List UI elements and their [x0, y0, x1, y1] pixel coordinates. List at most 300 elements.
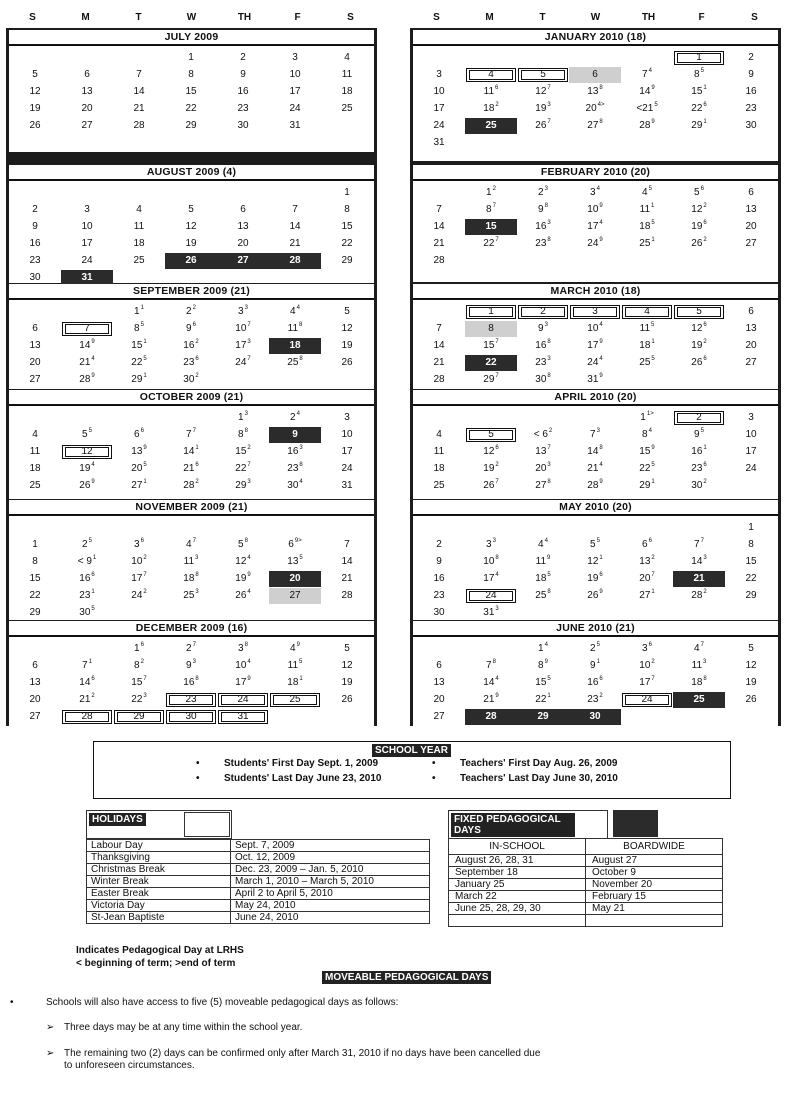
day-number: 17 — [289, 86, 301, 97]
day-number: 19 — [745, 677, 757, 688]
calendar-day — [413, 253, 465, 269]
day-number: 9 — [436, 556, 442, 567]
day-number: 4 — [538, 539, 544, 550]
school-day-count: 2 — [195, 478, 199, 485]
day-number: 12 — [341, 660, 353, 671]
calendar-day — [465, 427, 517, 443]
calendar-day — [725, 202, 777, 218]
school-day-count: 1 — [195, 444, 199, 451]
day-number: 28 — [433, 374, 445, 385]
day-number: 12 — [587, 556, 599, 567]
day-number: 22 — [483, 238, 495, 249]
day-number: 27 — [81, 120, 93, 131]
school-day-count: 2 — [703, 588, 707, 595]
day-number: 27 — [745, 357, 757, 368]
school-day-count: 3 — [244, 304, 248, 311]
school-day-count: 5 — [700, 67, 704, 74]
day-number: 13 — [535, 446, 547, 457]
calendar-day — [113, 444, 165, 460]
day-number: 5 — [32, 69, 38, 80]
calendar-day — [61, 67, 113, 83]
day-number: 20 — [585, 103, 597, 114]
calendar-day — [413, 427, 465, 443]
calendar-day — [321, 185, 373, 201]
day-number: 22 — [639, 463, 651, 474]
day-number: 19 — [535, 103, 547, 114]
calendar-day — [321, 461, 373, 477]
school-day-count: 5 — [651, 461, 655, 468]
calendar-day — [321, 410, 373, 426]
month-block — [9, 30, 374, 152]
holidays-header — [86, 810, 232, 839]
calendar-day — [113, 372, 165, 388]
day-number: 6 — [592, 69, 598, 80]
calendar-day — [725, 461, 777, 477]
day-number: 18 — [433, 463, 445, 474]
calendar-day — [217, 410, 269, 426]
calendar-day — [321, 304, 373, 320]
school-year-box — [93, 741, 731, 799]
day-number: 28 — [691, 590, 703, 601]
calendar-day — [269, 338, 321, 354]
calendar-day — [165, 444, 217, 460]
calendar-day — [217, 304, 269, 320]
school-day-count: 5 — [299, 554, 303, 561]
calendar-day — [725, 50, 777, 66]
month-block — [413, 390, 778, 499]
day-number: 28 — [183, 480, 195, 491]
school-day-count: 1 — [651, 236, 655, 243]
day-number: 27 — [289, 590, 301, 601]
school-day-count: 7 — [547, 118, 551, 125]
day-number: 25 — [485, 120, 497, 131]
day-number: 7 — [344, 539, 350, 550]
calendar-day — [725, 67, 777, 83]
calendar-day — [621, 202, 673, 218]
school-day-count: 1 — [88, 658, 92, 665]
calendar-day — [321, 253, 373, 269]
calendar-day — [61, 219, 113, 235]
calendar-day — [61, 554, 113, 570]
school-day-count: 1 — [651, 588, 655, 595]
calendar-day — [517, 709, 569, 725]
school-day-count: 3 — [247, 338, 251, 345]
school-day-count: 3 — [195, 588, 199, 595]
calendar-day — [413, 537, 465, 553]
calendar-day — [113, 202, 165, 218]
calendar-day — [269, 101, 321, 117]
day-number: 4 — [644, 306, 650, 317]
day-number: 24 — [745, 463, 757, 474]
bullet: • — [10, 997, 14, 1008]
legend-note-pedagogical: Indicates Pedagogical Day at LRHS — [76, 945, 244, 956]
calendar-day — [113, 478, 165, 494]
holiday-name: Thanksgiving — [87, 852, 231, 864]
day-number: 15 — [639, 446, 651, 457]
day-number: 23 — [29, 255, 41, 266]
school-day-count: 9 — [651, 84, 655, 91]
calendar-day — [321, 478, 373, 494]
school-day-count: 6 — [495, 84, 499, 91]
day-number: 24 — [587, 357, 599, 368]
boardwide-date: August 27 — [586, 855, 723, 867]
calendar-day — [673, 571, 725, 587]
day-number: 6 — [436, 660, 442, 671]
calendar-day — [321, 321, 373, 337]
calendar-day — [269, 478, 321, 494]
calendar-day — [165, 461, 217, 477]
day-header: W — [590, 11, 601, 23]
calendar-day — [465, 84, 517, 100]
day-number: 6 — [32, 660, 38, 671]
holiday-row — [87, 888, 430, 900]
day-header: S — [347, 11, 354, 23]
calendar-day — [9, 427, 61, 443]
calendar-day — [621, 67, 673, 83]
calendar-day — [413, 709, 465, 725]
day-number: 30 — [237, 120, 249, 131]
school-day-count: 7 — [495, 236, 499, 243]
calendar-day — [165, 84, 217, 100]
school-day-count: 7 — [700, 537, 704, 544]
calendar-day — [517, 692, 569, 708]
day-number: 22 — [131, 357, 143, 368]
school-day-count: 6 — [599, 675, 603, 682]
school-day-count: 3 — [195, 554, 199, 561]
day-number: 30 — [745, 120, 757, 131]
calendar-day — [517, 84, 569, 100]
school-day-count: 3 — [244, 410, 248, 417]
calendar-day — [725, 304, 777, 320]
calendar-day — [725, 444, 777, 460]
day-header: M — [81, 11, 90, 23]
calendar-day — [673, 101, 725, 117]
calendar-day — [9, 67, 61, 83]
calendar-day — [321, 444, 373, 460]
calendar-day — [465, 692, 517, 708]
school-day-count: 2 — [703, 202, 707, 209]
school-day-count: 2 — [195, 372, 199, 379]
day-number: 7 — [292, 204, 298, 215]
calendar-day — [321, 355, 373, 371]
calendar-day — [673, 554, 725, 570]
calendar-day — [673, 588, 725, 604]
calendar-day — [413, 202, 465, 218]
calendar-day — [113, 118, 165, 134]
day-number: 18 — [133, 238, 145, 249]
day-number: 9 — [32, 221, 38, 232]
calendar-day — [465, 202, 517, 218]
calendar-day — [725, 338, 777, 354]
calendar-day — [113, 338, 165, 354]
calendar-day — [113, 461, 165, 477]
calendar-day — [569, 709, 621, 725]
calendar-day — [517, 537, 569, 553]
school-day-count: 2 — [703, 478, 707, 485]
calendar-day — [61, 101, 113, 117]
calendar-day — [9, 478, 61, 494]
day-number: 29 — [483, 374, 495, 385]
calendar-day — [61, 692, 113, 708]
fixed-col-header: BOARDWIDE — [586, 839, 723, 855]
calendar-day — [113, 571, 165, 587]
day-number: < 9 — [77, 556, 92, 567]
school-day-count: 3 — [547, 461, 551, 468]
calendar-day — [61, 461, 113, 477]
calendar-day — [217, 338, 269, 354]
day-number: 24 — [433, 120, 445, 131]
school-day-count: 6 — [599, 571, 603, 578]
day-number: 8 — [188, 69, 194, 80]
calendar-day — [113, 658, 165, 674]
calendar-day — [217, 554, 269, 570]
school-day-count: 9 — [143, 444, 147, 451]
school-day-count: 3 — [703, 658, 707, 665]
calendar-day — [9, 101, 61, 117]
day-number: 24 — [81, 255, 93, 266]
day-number: 21 — [79, 694, 91, 705]
school-day-count: 4 — [247, 554, 251, 561]
calendar-day — [621, 571, 673, 587]
day-number: 31 — [483, 607, 495, 618]
day-number: 14 — [587, 446, 599, 457]
calendar-day — [569, 571, 621, 587]
month-block — [413, 165, 778, 282]
calendar-day — [9, 253, 61, 269]
left-calendar-column — [6, 6, 377, 726]
calendar-day — [113, 709, 165, 725]
calendar-day — [621, 101, 673, 117]
calendar-day — [61, 253, 113, 269]
day-number: 10 — [745, 429, 757, 440]
calendar-day — [725, 185, 777, 201]
school-day-count: 2 — [703, 236, 707, 243]
day-number: 15 — [745, 556, 757, 567]
school-day-count: 8 — [547, 372, 551, 379]
school-day-count: 2 — [91, 692, 95, 699]
day-number: 4 — [436, 429, 442, 440]
calendar-day — [61, 675, 113, 691]
day-number: 27 — [29, 374, 41, 385]
school-day-count: 8 — [599, 118, 603, 125]
day-number: 5 — [238, 539, 244, 550]
calendar-day — [217, 641, 269, 657]
calendar-day — [9, 554, 61, 570]
calendar-day — [217, 709, 269, 725]
day-number: 11 — [29, 446, 41, 457]
school-day-count: 9 — [599, 236, 603, 243]
calendar-day — [413, 338, 465, 354]
day-number: 8 — [486, 204, 492, 215]
day-header: TH — [237, 11, 252, 23]
day-number: 27 — [433, 711, 445, 722]
calendar-day — [725, 84, 777, 100]
calendar-day — [569, 118, 621, 134]
day-number: 14 — [183, 446, 195, 457]
calendar-day — [673, 461, 725, 477]
calendar-day — [321, 571, 373, 587]
calendar-day — [569, 444, 621, 460]
school-day-count: 3 — [495, 605, 499, 612]
calendar-day — [725, 537, 777, 553]
day-number: 6 — [288, 539, 294, 550]
day-number: 25 — [183, 590, 195, 601]
day-number: 30 — [185, 711, 197, 722]
calendar-day — [517, 355, 569, 371]
school-day-count: 5 — [651, 219, 655, 226]
school-day-count: 8 — [547, 478, 551, 485]
calendar-day — [321, 675, 373, 691]
calendar-day — [725, 101, 777, 117]
day-number: 10 — [81, 221, 93, 232]
holiday-name: Victoria Day — [87, 900, 231, 912]
calendar-day — [269, 692, 321, 708]
calendar-day — [569, 692, 621, 708]
school-day-count: 3 — [299, 444, 303, 451]
calendar-day — [673, 675, 725, 691]
school-day-count: 1 — [651, 202, 655, 209]
calendar-day — [673, 50, 725, 66]
calendar-day — [165, 709, 217, 725]
day-number: 3 — [238, 306, 244, 317]
calendar-day — [569, 67, 621, 83]
school-day-count: 2 — [495, 461, 499, 468]
day-number: 18 — [535, 573, 547, 584]
calendar-day — [113, 236, 165, 252]
school-day-count: 4 — [544, 537, 548, 544]
school-day-count: 7 — [495, 338, 499, 345]
calendar-day — [321, 588, 373, 604]
calendar-day — [9, 219, 61, 235]
calendar-day — [621, 692, 673, 708]
day-number: 16 — [691, 446, 703, 457]
school-day-count: 2 — [651, 658, 655, 665]
calendar-day — [465, 554, 517, 570]
calendar-day — [569, 185, 621, 201]
school-day-count: 3 — [544, 185, 548, 192]
school-day-count: 5 — [299, 658, 303, 665]
day-number: 15 — [131, 340, 143, 351]
calendar-day — [517, 478, 569, 494]
day-number: 11 — [483, 86, 495, 97]
calendar-day — [621, 537, 673, 553]
day-number: 4 — [136, 204, 142, 215]
day-number: 27 — [535, 480, 547, 491]
calendar-day — [517, 427, 569, 443]
boardwide-date — [586, 915, 723, 927]
calendar-day — [321, 101, 373, 117]
day-number: 23 — [433, 590, 445, 601]
fixed-row — [449, 915, 723, 927]
day-number: 26 — [341, 694, 353, 705]
school-day-count: 5 — [651, 355, 655, 362]
calendar-day — [165, 692, 217, 708]
school-day-count: 1 — [143, 478, 147, 485]
day-number: 2 — [290, 412, 296, 423]
day-number: 29 — [745, 590, 757, 601]
day-number: 3 — [436, 69, 442, 80]
month-title: AUGUST 2009 (4) — [9, 165, 374, 181]
calendar-day — [269, 537, 321, 553]
calendar-day — [61, 321, 113, 337]
calendar-day — [217, 537, 269, 553]
calendar-day — [61, 202, 113, 218]
day-number: <21 — [636, 103, 654, 114]
calendar-day — [269, 554, 321, 570]
day-number: 2 — [186, 643, 192, 654]
day-number: 8 — [134, 660, 140, 671]
day-number: 14 — [289, 221, 301, 232]
in-school-date — [449, 915, 586, 927]
day-number: 12 — [185, 221, 197, 232]
day-number: 9 — [694, 429, 700, 440]
school-day-count: 9 — [651, 118, 655, 125]
calendar-day — [725, 219, 777, 235]
day-number: 19 — [185, 238, 197, 249]
day-number: 19 — [691, 340, 703, 351]
school-day-count: 4 — [599, 321, 603, 328]
calendar-day — [9, 338, 61, 354]
day-number: 8 — [238, 429, 244, 440]
school-day-count: 5 — [91, 605, 95, 612]
day-number: 24 — [131, 590, 143, 601]
calendar-day — [673, 67, 725, 83]
day-number: 16 — [587, 677, 599, 688]
day-number: 7 — [84, 323, 90, 334]
calendar-day — [9, 236, 61, 252]
day-number: 19 — [79, 463, 91, 474]
school-day-count: 4 — [495, 571, 499, 578]
day-number: 22 — [691, 103, 703, 114]
day-number: 1 — [344, 187, 350, 198]
calendar-day — [517, 219, 569, 235]
calendar-day — [165, 554, 217, 570]
calendar-day — [165, 321, 217, 337]
calendar-day — [165, 101, 217, 117]
school-day-count: 1 — [91, 588, 95, 595]
calendar-day — [9, 321, 61, 337]
day-number: 17 — [745, 446, 757, 457]
day-header: S — [751, 11, 758, 23]
day-number: 29 — [691, 120, 703, 131]
day-number: 16 — [433, 573, 445, 584]
calendar-day — [569, 461, 621, 477]
calendar-day — [413, 101, 465, 117]
calendar-day — [517, 444, 569, 460]
day-number: 26 — [745, 694, 757, 705]
calendar-day — [217, 658, 269, 674]
day-number: 27 — [237, 255, 249, 266]
day-number: 6 — [748, 306, 754, 317]
day-number: 30 — [29, 272, 41, 283]
calendar-day — [217, 355, 269, 371]
school-day-count: 4 — [648, 427, 652, 434]
day-number: 10 — [433, 86, 445, 97]
calendar-day — [9, 355, 61, 371]
day-number: 20 — [639, 573, 651, 584]
teachers-first-day: • Teachers' First Day Aug. 26, 2009 — [460, 758, 617, 769]
day-header: S — [433, 11, 440, 23]
school-day-count: 2 — [143, 554, 147, 561]
day-header: M — [485, 11, 494, 23]
calendar-day — [269, 236, 321, 252]
moveable-item-2: The remaining two (2) days can be confirmed only after March 31, 2010 if no days have been cancelled due — [64, 1048, 541, 1059]
in-school-date: January 25 — [449, 879, 586, 891]
day-number: 14 — [79, 677, 91, 688]
day-number: 21 — [433, 357, 445, 368]
school-day-count: 7 — [495, 372, 499, 379]
day-number: 23 — [185, 694, 197, 705]
